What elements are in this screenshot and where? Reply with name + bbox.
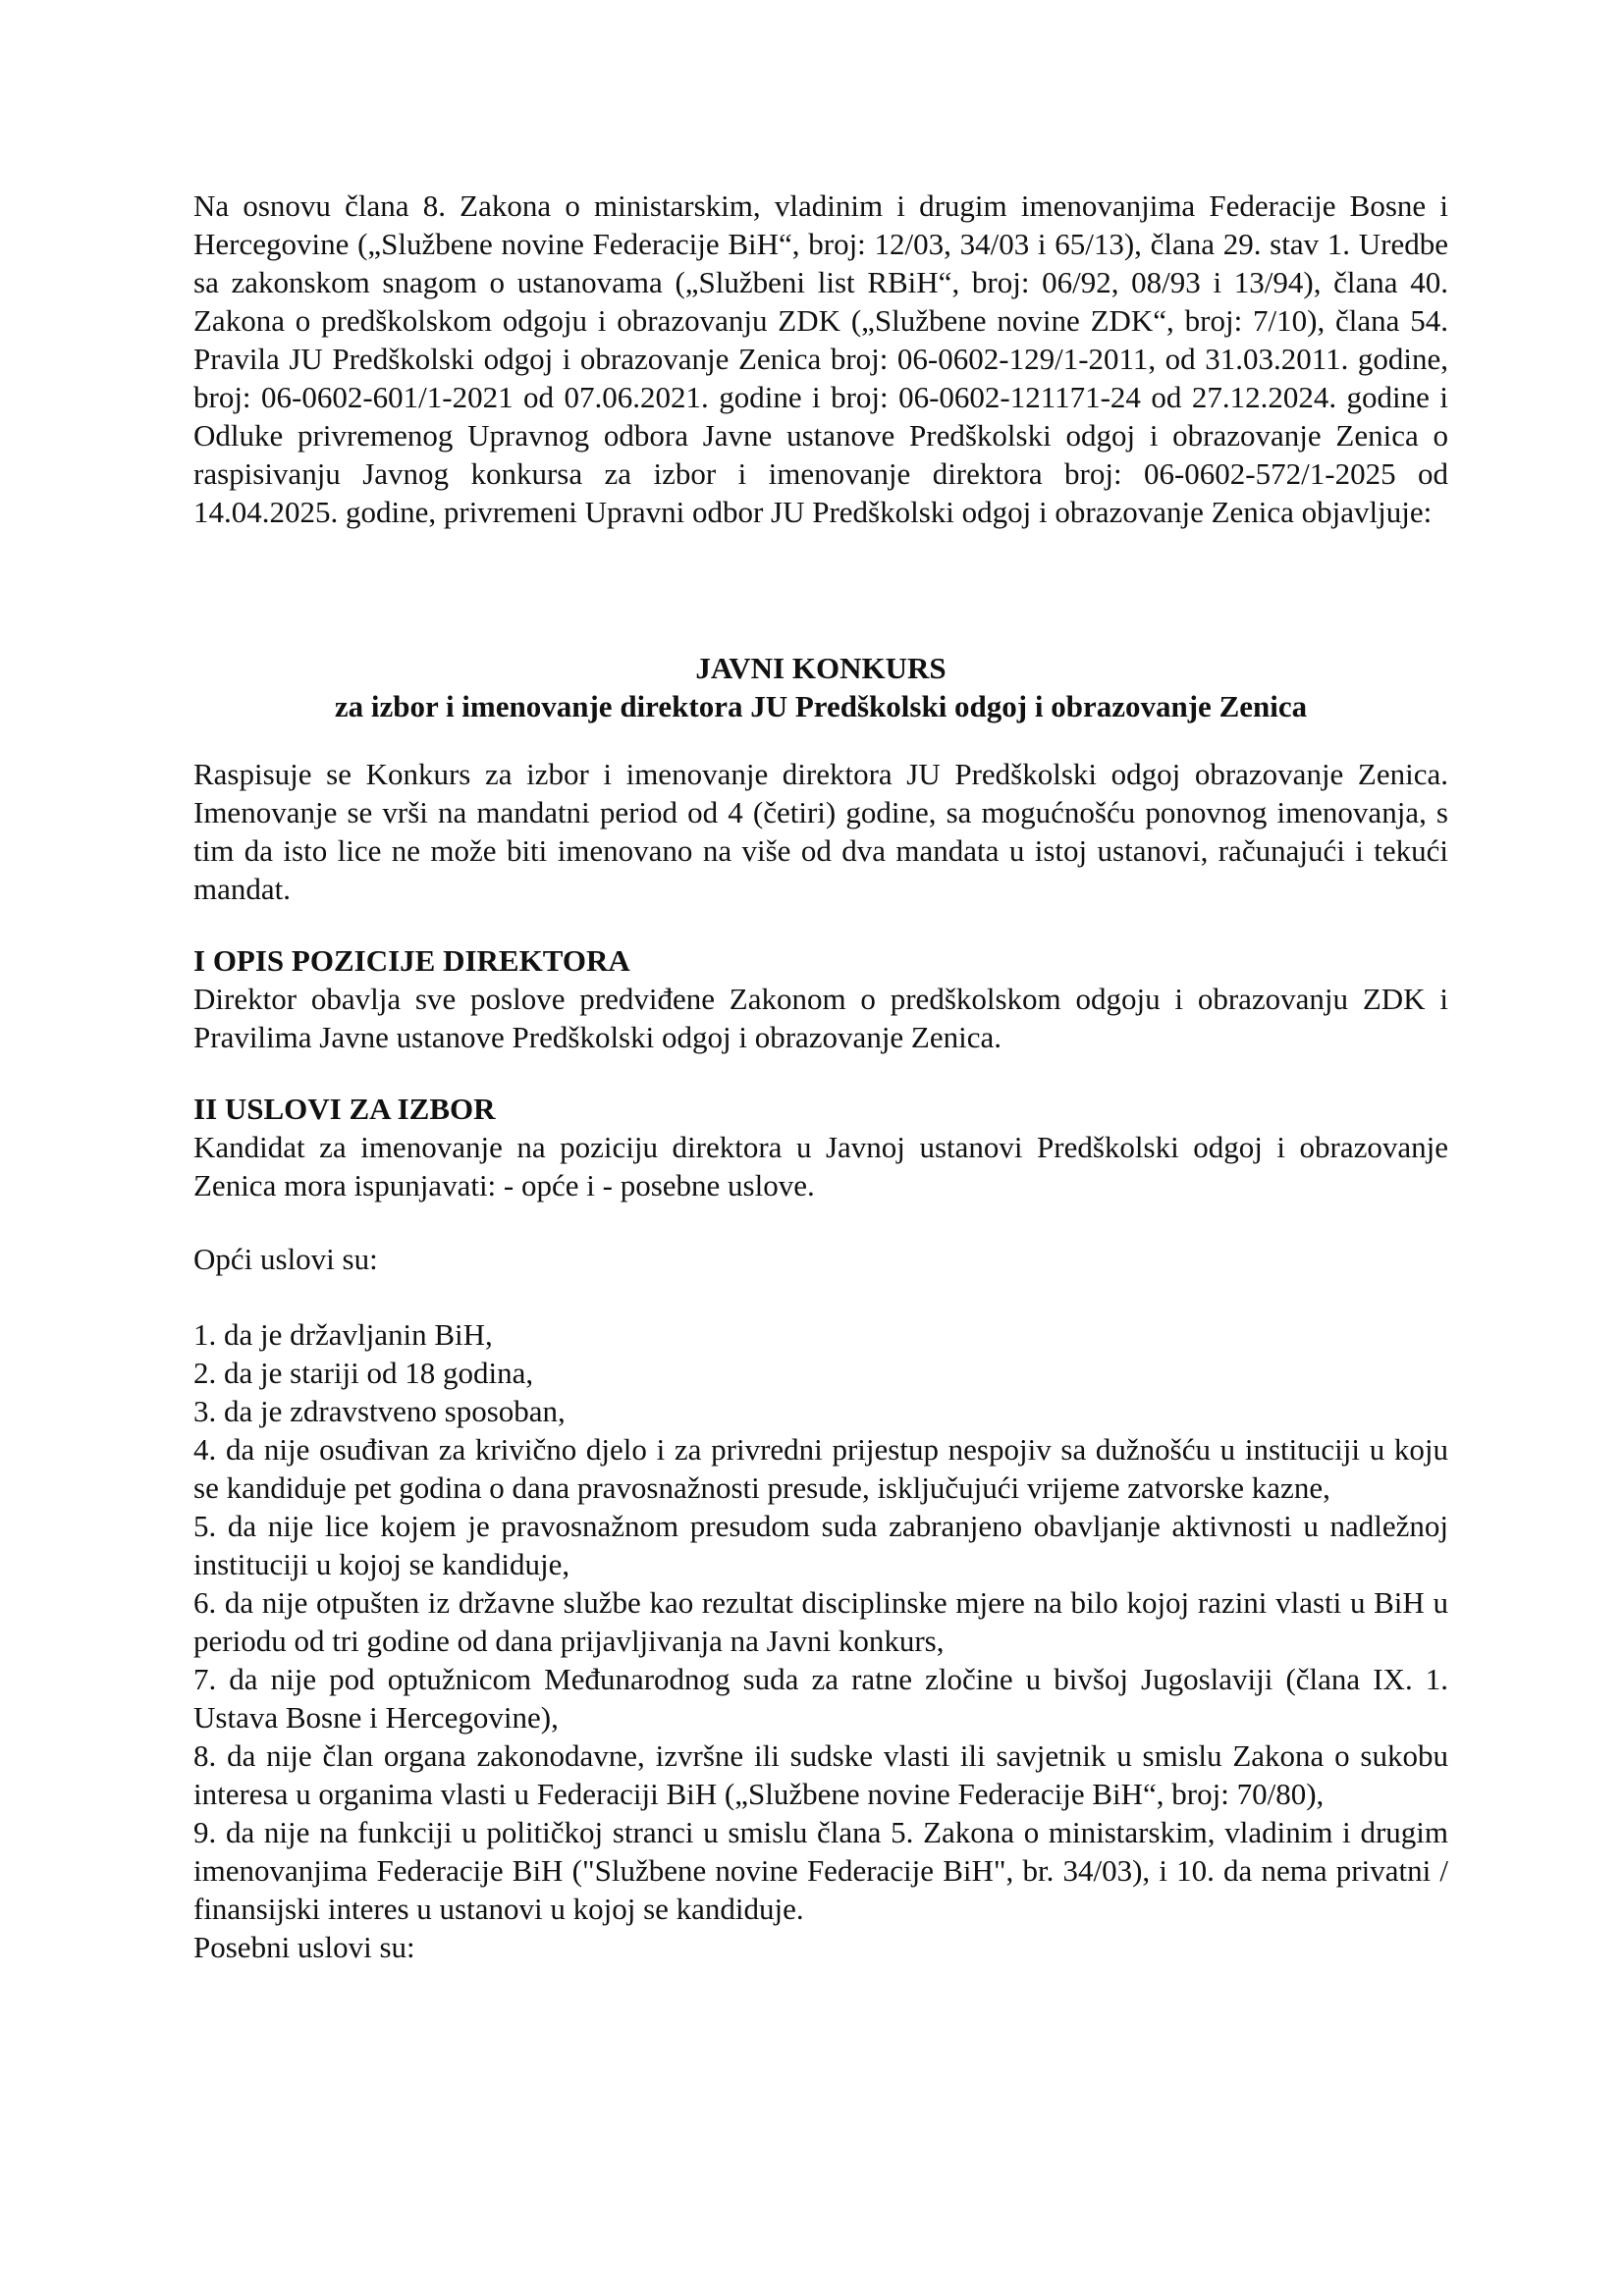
section-1-text: Direktor obavlja sve poslove predviđene Zakonom o predškolskom odgoju i obrazovanju ZDK i Pravilima Javne ustanove Predškolski odgoj i obrazovanje Zenica. [193, 982, 1448, 1054]
list-item: 3. da je zdravstveno sposoban, [193, 1394, 566, 1428]
list-item: 5. da nije lice kojem je pravosnažnom presudom suda zabranjeno obavljanje aktivnosti u nadležnoj instituciji u kojoj se kandiduje, [193, 1509, 1448, 1581]
list-item: 9. da nije na funkciji u političkoj stranci u smislu člana 5. Zakona o ministarskim, vladinim i drugim imenovanjima Federacije BiH ("Službene novine Federacije BiH", br. 34/03), i 10. da nema privatni / finansijski interes u ustanovi u kojoj se kandiduje. [193, 1815, 1448, 1926]
list-item: 8. da nije član organa zakonodavne, izvršne ili sudske vlasti ili savjetnik u smislu Zakona o sukobu interesa u organima vlasti u Federaciji BiH („Službene novine Federacije BiH“, broj: 70/80), [193, 1738, 1448, 1811]
title-line-2: za izbor i imenovanje direktora JU Predškolski odgoj i obrazovanje Zenica [334, 689, 1308, 723]
special-conditions-label: Posebni uslovi su: [193, 1930, 415, 1964]
intro-paragraph: Na osnovu člana 8. Zakona o ministarskim, vladinim i drugim imenovanjima Federacije Bosne i Hercegovine („Službene novine Federacije BiH“, broj: 12/03, 34/03 i 65/13), člana 29. stav 1. Uredbe sa zakonskom snagom o ustanovama („Službeni list RBiH“, broj: 06/92, 08/93 i 13/94), člana 40. Zakona o predškolskom odgoju i obrazovanju ZDK („Službene novine ZDK“, broj: 7/10), člana 54. Pravila JU Predškolski odgoj i obrazovanje Zenica broj: 06-0602-129/1-2011, od 31.03.2011. godine, broj: 06-0602-601/1-2021 od 07.06.2021. godine i broj: 06-0602-121171-24 od 27.12.2024. godine i Odluke privremenog Upravnog odbora Javne ustanove Predškolski odgoj i obrazovanje Zenica o raspisivanju Javnog konkursa za izbor i imenovanje direktora broj: 06-0602-572/1-2025 od 14.04.2025. godine, privremeni Upravni odbor JU Predškolski odgoj i obrazovanje Zenica objavljuje: [193, 188, 1448, 529]
list-item: 4. da nije osuđivan za krivično djelo i za privredni prijestup nespojiv sa dužnošću u instituciji u koju se kandiduje pet godina o dana pravosnažnosti presude, isključujući vrijeme zatvorske kazne, [193, 1432, 1448, 1505]
list-item: 6. da nije otpušten iz državne službe kao rezultat disciplinske mjere na bilo kojoj razini vlasti u BiH u periodu od tri godine od dana prijavljivanja na Javni konkurs, [193, 1585, 1448, 1658]
announcement-paragraph: Raspisuje se Konkurs za izbor i imenovanje direktora JU Predškolski odgoj obrazovanje Zenica. Imenovanje se vrši na mandatni period od 4 (četiri) godine, sa mogućnošću ponovnog imenovanja, s tim da isto lice ne može biti imenovano na više od dva mandata u istoj ustanovi, računajući i tekući mandat. [193, 757, 1448, 906]
list-item: 2. da je stariji od 18 godina, [193, 1356, 534, 1390]
section-2-heading: II USLOVI ZA IZBOR [193, 1092, 496, 1126]
document-page [193, 187, 1448, 1966]
general-conditions-list [193, 1315, 1448, 1928]
title-line-1: JAVNI KONKURS [695, 651, 947, 685]
general-conditions-label: Opći uslovi su: [193, 1242, 378, 1276]
document-title [193, 649, 1448, 725]
section-1-heading: I OPIS POZICIJE DIREKTORA [193, 943, 630, 978]
list-item: 7. da nije pod optužnicom Međunarodnog suda za ratne zločine u bivšoj Jugoslaviji (člana IX. 1. Ustava Bosne i Hercegovine), [193, 1662, 1448, 1735]
section-2-text: Kandidat za imenovanje na poziciju direktora u Javnoj ustanovi Predškolski odgoj i obrazovanje Zenica mora ispunjavati: - opće i - posebne uslove. [193, 1130, 1448, 1202]
list-item: 1. da je državljanin BiH, [193, 1317, 493, 1352]
